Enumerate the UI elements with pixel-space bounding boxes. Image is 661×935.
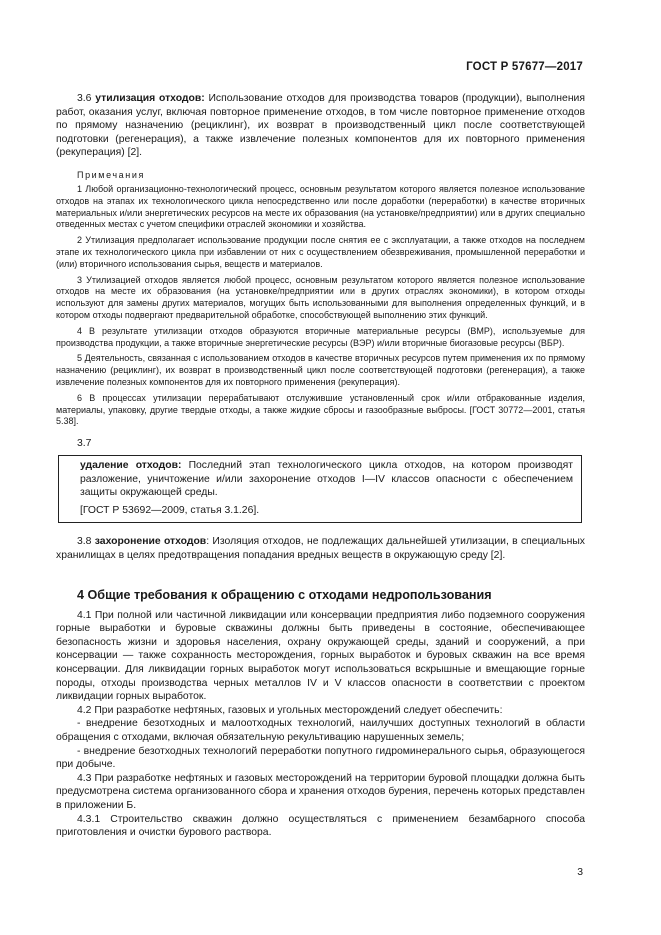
term-3-7-box <box>58 455 582 523</box>
term-number: 3.6 <box>77 93 92 104</box>
term-3-8 <box>56 535 585 562</box>
term-3-7-number: 3.7 <box>77 438 92 450</box>
note-1: 1 Любой организационно-технологический процесс, основным результатом которого является полезное использование отходов на этапах их технологического цикла непосредственно или после доработки (переработки) в качестве вторичных материальных и/или энергетических ресурсов на месте их образования (на установке/предприятии) или в других специально отведенных местах с учетом специфики отраслей экономики и хозяйства. <box>56 183 585 230</box>
note-3: 3 Утилизацией отходов является любой процесс, основным результатом которого является полезное использование отходов на месте их образования (на установке/предприятии или в других отраслях экономики), в котором отходы используют для замены других материалов, могущих быть использованными для выполнения определенных функций, и в котором отходы подвергают предварительной обработке, способствующей выполнению этих функций. <box>56 274 585 320</box>
page-number: 3 <box>577 867 583 878</box>
standard-header: ГОСТ Р 57677—2017 <box>466 61 583 73</box>
term-number: 3.8 <box>77 536 92 548</box>
paragraph-4-3-1: 4.3.1 Строительство скважин должно осуществляться с применением безамбарного способа приготовления и очистки бурового раствора. <box>56 813 585 839</box>
paragraph-4-2: 4.2 При разработке нефтяных, газовых и угольных месторождений следует обеспечить: <box>77 704 503 716</box>
term-title: утилизация отходов: <box>95 93 205 104</box>
list-item: - внедрение безотходных технологий переработки попутного гидроминерального сырья, образующегося при добыче. <box>56 745 585 771</box>
paragraph-4-3: 4.3 При разработке нефтяных и газовых месторождений на территории буровой площадки должна быть предусмотрена система организованного сбора и хранения отходов бурения, перечень которых представлен в приложении Б. <box>56 772 585 811</box>
note-2: 2 Утилизация предполагает использование продукции после снятия ее с эксплуатации, а также отходов на последнем этапе их технологического цикла при избавлении от них с осуществлением обезвреживания, промышленной переработки и (или) вторичного использования сырья, веществ и материалов. <box>56 235 585 269</box>
notes-title: Примечания <box>77 169 145 180</box>
term-definition: Последний этап технологического цикла отходов, на котором производят разложение, уничтожение и/или захоронение отходов I—IV классов опасности с обеспечением защиты окружающей среды. <box>80 460 573 499</box>
note-5: 5 Деятельность, связанная с использованием отходов в качестве вторичных ресурсов путем применения их по прямому назначению (рециклинг), их возврат в производственный цикл после соответствующей подготовки (регенерация), а также извлечение полезных компонентов для их повторного применения (рекуперация). <box>56 353 585 387</box>
term-3-7 <box>80 459 573 500</box>
page-content <box>56 92 585 840</box>
term-3-7-source: [ГОСТ Р 53692—2009, статья 3.1.26]. <box>80 504 260 516</box>
paragraph-4-1: 4.1 При полной или частичной ликвидации или консервации предприятия либо подземного сооружения горные выработки и буровые скважины должны быть приведены в состояние, обеспечивающее безопасность жизни и здоровья населения, охрану окружающей среды, зданий и сооружений, а при консервации — также сохранность месторождения, горных выработок и буровых скважин на все время консервации. Для ликвидации горных выработок могут использоваться вскрышные и вмещающие горные породы, отходы производства черных металлов IV и V классов опасности в соответствии с проектом ликвидации горных выработок. <box>56 609 585 703</box>
term-title: удаление отходов: <box>80 460 182 472</box>
list-item: - внедрение безотходных и малоотходных технологий, наилучших доступных технологий в области обращения с отходами, включая обязательную рекультивацию нарушенных земель; <box>56 718 585 744</box>
term-3-6 <box>56 92 585 160</box>
term-definition: : Изоляция отходов, не подлежащих дальнейшей утилизации, в специальных хранилищах в целях предотвращения попадания вредных веществ в окружающую среду [2]. <box>56 536 585 562</box>
section-4-heading: 4 Общие требования к обращению с отходами недропользования <box>77 587 492 602</box>
note-4: 4 В результате утилизации отходов образуются вторичные материальные ресурсы (ВМР), используемые для производства продукции, а также вторичные энергетические ресурсы (ВЭР) и/или вторичные биогазовые ресурсы (ВБР). <box>56 325 585 348</box>
term-definition: Использование отходов для производства товаров (продукции), выполнения работ, оказания услуг, включая повторное применение отходов, в том числе повторное применение отходов по прямому назначению (рециклинг), их возврат в производственный цикл после соответствующей подготовки (регенерация), а также извлечение полезных компонентов для их повторного применения (рекуперация) [2]. <box>56 93 585 159</box>
term-title: захоронение отходов <box>94 536 207 548</box>
note-6: 6 В процессах утилизации перерабатывают отслужившие установленный срок и/или отбракованные изделия, материалы, упаковку, другие твердые отходы, а также жидкие сбросы и газообразные выбросы. [ГОСТ 30772—2001, статья 5.38]. <box>56 392 585 427</box>
